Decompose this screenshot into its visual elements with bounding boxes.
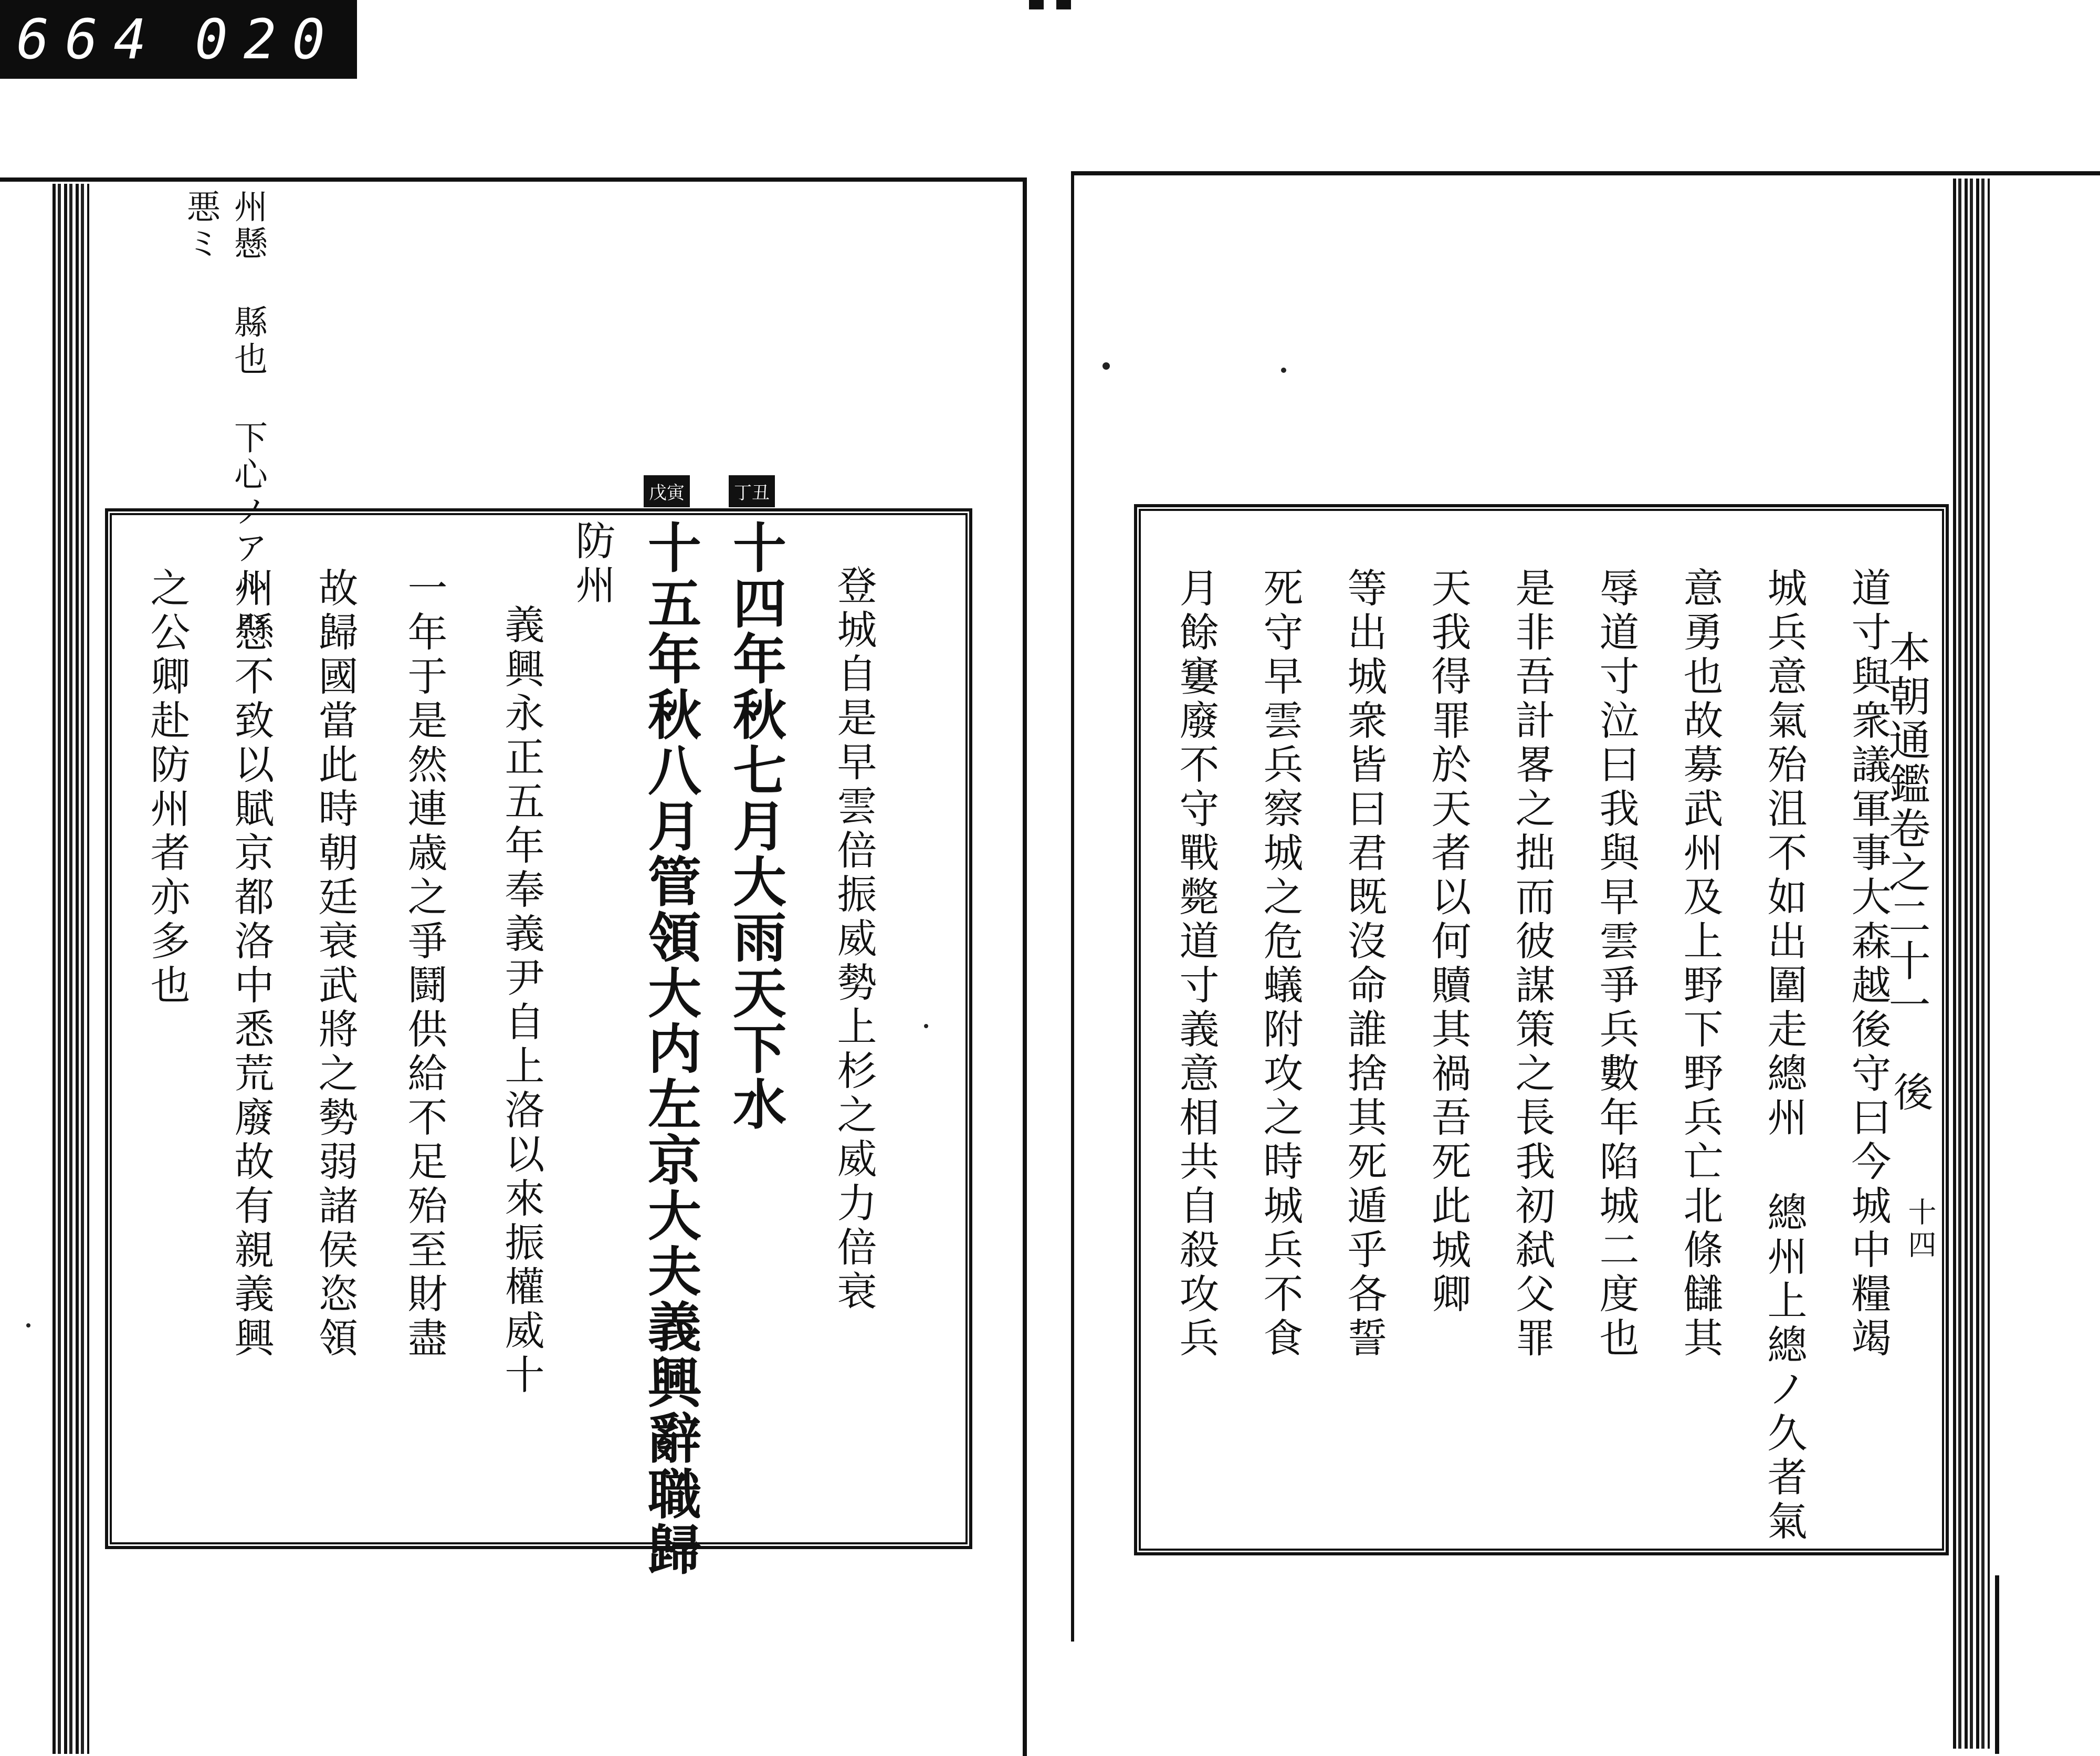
scan-speck [1102,362,1110,370]
right-col-1: 道寸與衆議軍事大森越後守曰今城中糧竭 [1845,567,1892,1361]
left-col-9: 之公卿赴防州者亦多也 [144,567,191,1008]
top-stub-left [1029,0,1044,9]
book-top-edge-left [0,177,1024,182]
scan-speck [924,1024,928,1028]
left-margin-note-line-1: 州懸 縣也 下心ノアルハ [228,189,267,641]
right-col-6: 天我得罪於天者以何贖其禍吾死此城卿 [1425,567,1472,1317]
book-top-edge-right [1074,171,2100,175]
right-lower-edge [1995,1575,1999,1754]
right-page-block-edge [1953,179,1990,1749]
right-col-3: 意勇也故募武州及上野下野兵亡北條讎其 [1677,567,1724,1361]
year-tag-wuyin: 戊寅 [644,475,690,507]
left-col-7: 故歸國當此時朝廷衰武將之勢弱諸侯恣領 [312,567,359,1361]
left-col-4: 防州 [569,520,616,608]
left-page-block-edge [52,184,89,1754]
right-col-7: 等出城衆皆曰君既沒命誰捨其死遁乎各誓 [1341,567,1388,1361]
right-header-title: 本朝通鑑卷之二十一 [1882,630,1930,1027]
right-col-4: 辱道寸泣曰我與早雲爭兵數年陷城二度也 [1593,567,1640,1361]
left-col-6: 一年于是然連歳之爭鬪供給不足殆至財盡 [401,567,448,1361]
catalogue-number-plate [0,0,357,79]
plate-number-right: 020 [195,7,341,71]
right-folio: 十四 [1904,1197,1937,1262]
right-col-2: 城兵意氣殆沮不如出圍走總州 總州上總ノ久者氣 [1761,567,1808,1544]
book-gutter [1023,177,1027,1756]
left-col-8: 州懸不致以賦京都洛中悉荒廢故有親義興 [228,567,275,1361]
left-col-5: 義興永正五年奉義尹自上洛以來振權威十 [498,604,545,1398]
left-col-3: 十五年秋八月管領大内左京大夫義興辭職歸 [639,520,702,1577]
plate-number-left: 664 [16,7,162,71]
right-col-8: 死守早雲兵察城之危蟻附攻之時城兵不食 [1257,567,1304,1361]
left-col-2: 十四年秋七月大雨天下水 [724,520,787,1132]
top-stub-right [1056,0,1071,9]
right-header-sub: 後 [1887,1071,1934,1115]
right-col-9: 月餘窶廢不守戰斃道寸義意相共自殺攻兵 [1173,567,1220,1361]
book-gutter-2 [1071,171,1074,1642]
scan-speck [1281,368,1286,373]
year-tag-dingchou: 丁丑 [729,475,775,507]
left-col-1: 登城自是早雲倍振威勢上杉之威力倍衰 [831,565,877,1314]
left-margin-note-line-2: 悪ミ [181,189,220,263]
scan-speck [26,1323,30,1328]
right-col-5: 是非吾計畧之拙而彼謀策之長我初弑父罪 [1509,567,1556,1361]
